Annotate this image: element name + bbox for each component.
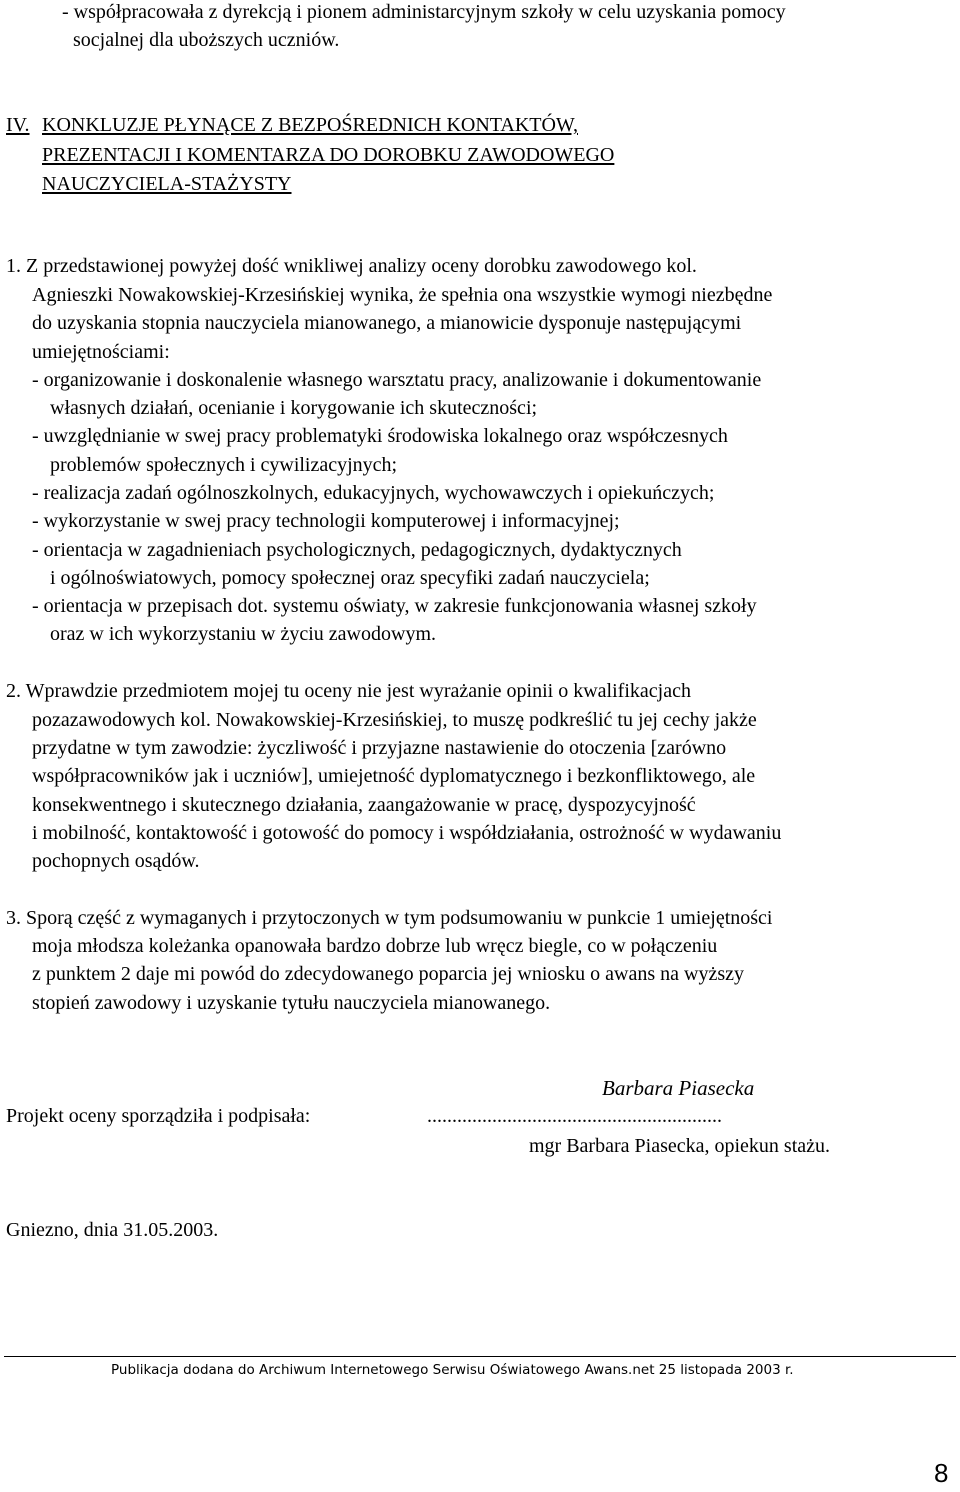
list-item: - uwzględnianie w swej pracy problematyki środowiska lokalnego oraz współczesnych [32, 425, 728, 447]
list-item: - wykorzystanie w swej pracy technologii komputerowej i informacyjnej; [32, 510, 620, 532]
paragraph-line: konsekwentnego i skutecznego działania, zaangażowanie w pracę, dyspozycyjność [32, 794, 696, 816]
paragraph-line: pochopnych osądów. [32, 850, 200, 872]
footer-divider [4, 1356, 956, 1357]
paragraph-line: 3. Sporą część z wymaganych i przytoczonych w tym podsumowaniu w punkcie 1 umiejętności [6, 907, 773, 929]
signature-label: Projekt oceny sporządziła i podpisała: [6, 1105, 311, 1127]
paragraph-line: do uzyskania stopnia nauczyciela mianowanego, a mianowicie dysponuje następującymi [32, 312, 742, 334]
paragraph-line: moja młodsza koleżanka opanowała bardzo dobrze lub wręcz biegle, co w połączeniu [32, 935, 718, 957]
heading-line: PREZENTACJI I KOMENTARZA DO DOROBKU ZAWODOWEGO [42, 144, 615, 166]
list-item: - orientacja w przepisach dot. systemu oświaty, w zakresie funkcjonowania własnej szkoły [32, 595, 757, 617]
list-item: - realizacja zadań ogólnoszkolnych, edukacyjnych, wychowawczych i opiekuńczych; [32, 482, 715, 504]
signature-dots: ........................................................... [427, 1105, 722, 1127]
place-date: Gniezno, dnia 31.05.2003. [6, 1219, 219, 1241]
signer-name: mgr Barbara Piasecka, opiekun stażu. [529, 1135, 831, 1157]
heading-line: KONKLUZJE PŁYNĄCE Z BEZPOŚREDNICH KONTAKTÓW, [42, 114, 578, 136]
list-item-continuation: własnych działań, ocenianie i korygowanie ich skuteczności; [50, 397, 538, 419]
paragraph-line: i mobilność, kontaktowość i gotowość do pomocy i współdziałania, ostrożność w wydawaniu [32, 822, 782, 844]
list-item: - organizowanie i doskonalenie własnego warsztatu pracy, analizowanie i dokumentowanie [32, 369, 762, 391]
footer-text: Publikacja dodana do Archiwum Internetowego Serwisu Oświatowego Awans.net 25 listopada 2003 r. [111, 1362, 794, 1378]
paragraph-line: Agnieszki Nowakowskiej-Krzesińskiej wynika, że spełnia ona wszystkie wymogi niezbędne [32, 284, 773, 306]
handwritten-signature: Barbara Piasecka [602, 1076, 755, 1100]
heading-line: NAUCZYCIELA-STAŻYSTY [42, 173, 292, 195]
intro-line: - współpracowała z dyrekcją i pionem administarcyjnym szkoły w celu uzyskania pomocy [62, 1, 786, 23]
paragraph-line: 1. Z przedstawionej powyżej dość wnikliwej analizy oceny dorobku zawodowego kol. [6, 255, 697, 277]
paragraph-line: umiejętnościami: [32, 341, 170, 363]
heading-prefix: IV. [6, 114, 30, 136]
paragraph-line: współpracowników jak i uczniów], umiejetność dyplomatycznego i bezkonfliktowego, ale [32, 765, 756, 787]
paragraph-line: przydatne w tym zawodzie: życzliwość i przyjazne nastawienie do otoczenia [zarówno [32, 737, 727, 759]
list-item: - orientacja w zagadnieniach psychologicznych, pedagogicznych, dydaktycznych [32, 539, 682, 561]
list-item-continuation: i ogólnoświatowych, pomocy społecznej oraz specyfiki zadań nauczyciela; [50, 567, 650, 589]
page-number: 8 [934, 1458, 949, 1488]
intro-line: socjalnej dla uboższych uczniów. [73, 29, 340, 51]
paragraph-line: z punktem 2 daje mi powód do zdecydowanego poparcia jej wniosku o awans na wyższy [32, 963, 745, 985]
paragraph-line: stopień zawodowy i uzyskanie tytułu nauczyciela mianowanego. [32, 992, 551, 1014]
paragraph-line: pozazawodowych kol. Nowakowskiej-Krzesińskiej, to muszę podkreślić tu jej cechy jakże [32, 709, 757, 731]
paragraph-line: 2. Wprawdzie przedmiotem mojej tu oceny nie jest wyrażanie opinii o kwalifikacjach [6, 680, 691, 702]
list-item-continuation: oraz w ich wykorzystaniu w życiu zawodowym. [50, 623, 436, 645]
list-item-continuation: problemów społecznych i cywilizacyjnych; [50, 454, 398, 476]
